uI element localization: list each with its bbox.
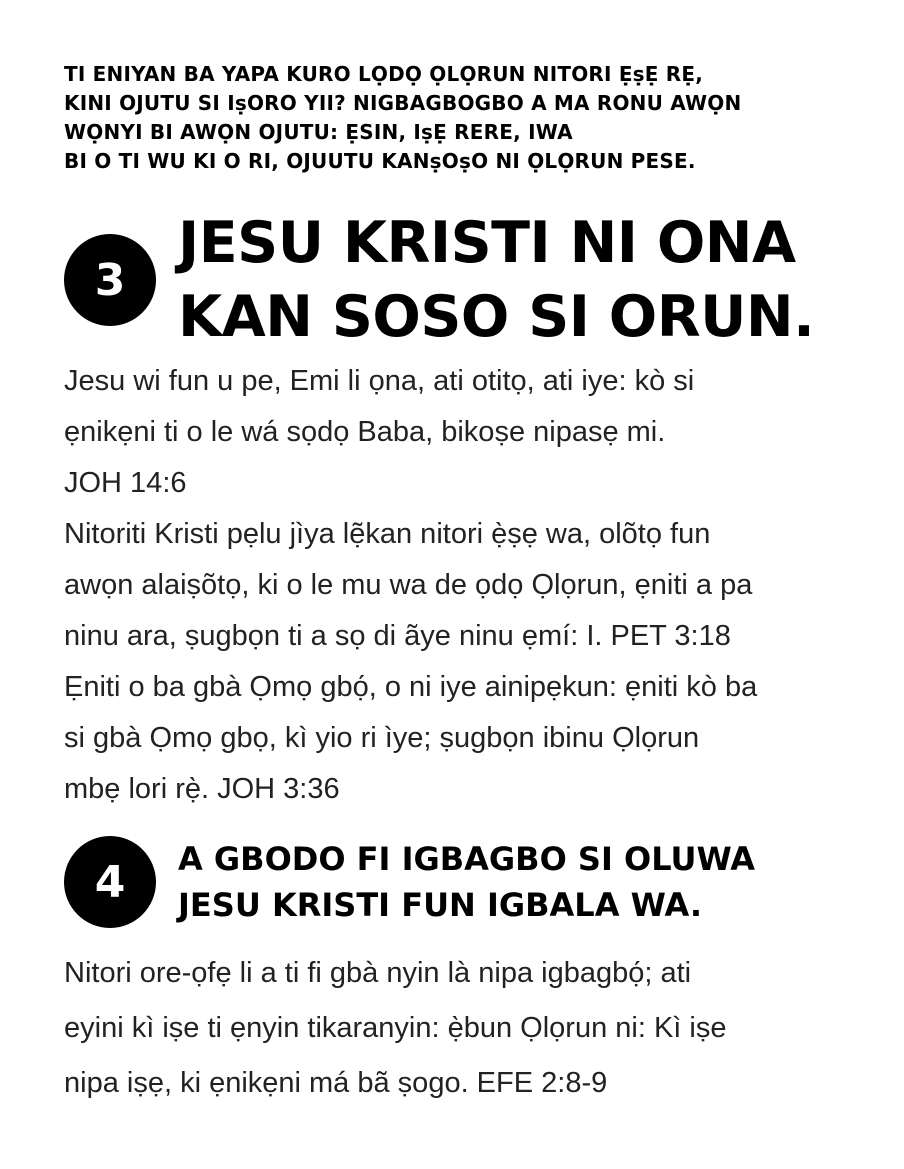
intro-paragraph [64, 60, 864, 176]
section-3-number-badge: 3 [64, 234, 156, 326]
body-line: mbẹ lori rẹ̀. JOH 3:36 [64, 773, 340, 805]
section-3-body [64, 356, 864, 815]
body-line: Ẹniti o ba gbà Ọmọ gbọ́, o ni iye ainipẹkun: ẹniti kò ba [64, 671, 758, 703]
verse-reference: JOH 14:6 [64, 467, 187, 499]
body-line: awọn alaiṣõtọ, ki o le mu wa de ọdọ Ọlọrun, ẹniti a pa [64, 569, 753, 601]
body-line: ẹnikẹni ti o le wá sọdọ Baba, bikoṣe nipasẹ mi. [64, 416, 666, 448]
section-4-number-badge: 4 [64, 836, 156, 928]
body-line: eyini kì iṣe ti ẹnyin tikaranyin: ẹ̀bun Ọlọrun ni: Kì iṣe [64, 1012, 727, 1044]
section-4-heading [64, 836, 755, 928]
section-4-title [178, 836, 755, 928]
section-3-title [178, 206, 814, 354]
body-line: ninu ara, ṣugbọn ti a sọ di ãye ninu ẹmí: I. PET 3:18 [64, 620, 731, 652]
intro-line: TI ENIYAN BA YAPA KURO LỌDỌ ỌLỌRUN NITORI ẸṣẸ RẸ, [64, 62, 704, 86]
body-line: nipa iṣẹ, ki ẹnikẹni má bã ṣogo. EFE 2:8-9 [64, 1067, 608, 1099]
body-line: Nitoriti Kristi pẹlu jìya lẹ̃kan nitori ẹ̀ṣẹ wa, olõtọ fun [64, 518, 711, 550]
intro-line: KINI OJUTU SI IṣORO YII? NIGBAGBOGBO A MA RONU AWỌN [64, 91, 742, 115]
body-line: Jesu wi fun u pe, Emi li ọna, ati otitọ, ati iye: kò si [64, 365, 695, 397]
intro-line: BI O TI WU KI O RI, OJUUTU KANṣOṣO NI ỌLỌRUN PESE. [64, 149, 696, 173]
section-3-heading [64, 206, 814, 354]
body-line: Nitori ore-ọfẹ li a ti fi gbà nyin là nipa igbagbọ́; ati [64, 957, 692, 989]
section-4-title-line: A GBODO FI IGBAGBO SI OLUWA [178, 840, 756, 878]
intro-line: WỌNYI BI AWỌN OJUTU: ẸSIN, IṣẸ RERE, IWA [64, 120, 573, 144]
section-3-title-line: JESU KRISTI NI ONA [178, 210, 796, 276]
section-4-title-line: JESU KRISTI FUN IGBALA WA. [178, 886, 702, 924]
body-line: si gbà Ọmọ gbọ, kì yio ri ìye; ṣugbọn ibinu Ọlọrun [64, 722, 700, 754]
section-4-body [64, 946, 864, 1111]
section-3-title-line: KAN SOSO SI ORUN. [178, 284, 815, 350]
